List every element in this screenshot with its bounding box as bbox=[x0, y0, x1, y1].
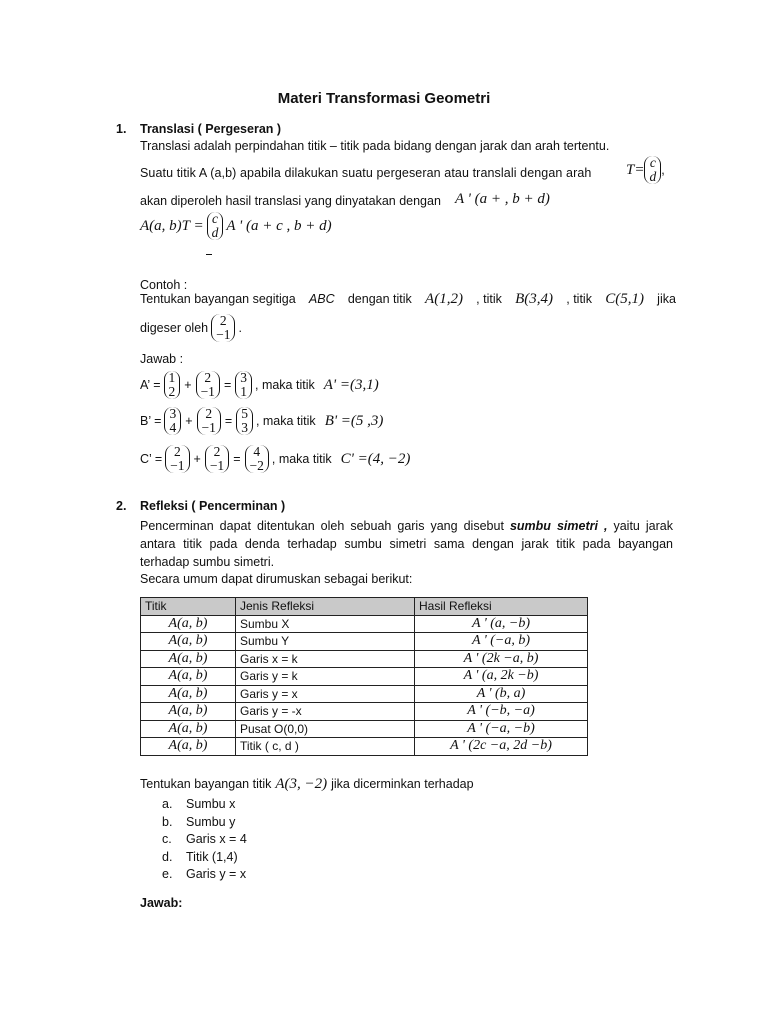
answer-result: B' =(5 ,3) bbox=[324, 412, 384, 429]
shift-vector bbox=[205, 445, 229, 473]
point-vector bbox=[164, 407, 181, 435]
document-title: Materi Transformasi Geometri bbox=[277, 90, 491, 107]
answer-row-label: A’ = bbox=[140, 378, 161, 392]
maka-text: , maka titik bbox=[271, 452, 332, 466]
option-text: Sumbu x bbox=[186, 797, 236, 811]
shift-vector-bottom: −1 bbox=[209, 458, 225, 473]
table-cell-type: Garis y = -x bbox=[236, 703, 415, 721]
table-cell-type: Pusat O(0,0) bbox=[236, 720, 415, 738]
reflection-question bbox=[140, 776, 474, 793]
translation-comma: , bbox=[661, 163, 665, 177]
list-item bbox=[162, 815, 247, 833]
shift-vector bbox=[196, 371, 220, 399]
option-text: Sumbu y bbox=[186, 814, 236, 829]
table-cell-result: A ' (−b, −a) bbox=[415, 703, 588, 721]
reflection-paragraph bbox=[140, 517, 673, 571]
table-row bbox=[141, 720, 588, 738]
option-text: Garis x = 4 bbox=[186, 832, 247, 846]
table-cell-result: A ' (−a, −b) bbox=[415, 720, 588, 738]
result-vector-top: 4 bbox=[253, 444, 261, 459]
table-cell-type: Garis x = k bbox=[236, 650, 415, 668]
result-vector-bottom: −2 bbox=[249, 458, 264, 473]
table-cell-point: A(a, b) bbox=[141, 633, 236, 651]
equals-sign: = bbox=[223, 378, 232, 392]
table-cell-result: A ' (2k −a, b) bbox=[415, 650, 588, 668]
shift-vector-top: 2 bbox=[213, 444, 221, 459]
table-cell-type: Garis y = k bbox=[236, 668, 415, 686]
table-row bbox=[141, 615, 588, 633]
shift-period: . bbox=[238, 321, 242, 335]
list-item bbox=[162, 850, 247, 868]
formula-underline-mark bbox=[206, 254, 212, 255]
option-key: e. bbox=[162, 867, 173, 881]
option-text: Titik (1,4) bbox=[186, 849, 238, 864]
example-text-b: dengan titik bbox=[347, 292, 412, 306]
list-item bbox=[162, 832, 247, 850]
result-vector-top: 3 bbox=[240, 370, 247, 385]
table-cell-point: A(a, b) bbox=[141, 668, 236, 686]
list-item bbox=[162, 867, 247, 885]
table-cell-result: A ' (−a, b) bbox=[415, 633, 588, 651]
option-key: c. bbox=[162, 832, 172, 846]
answer-label-1: Jawab : bbox=[140, 352, 184, 366]
table-cell-result: A ' (2c −a, 2d −b) bbox=[415, 738, 588, 756]
section-1-number: 1. bbox=[116, 122, 127, 136]
result-vector-bottom: 3 bbox=[241, 420, 248, 435]
point-c: C(5,1) bbox=[605, 291, 644, 307]
table-cell-point: A(a, b) bbox=[141, 685, 236, 703]
table-cell-type: Sumbu Y bbox=[236, 633, 415, 651]
answer-row-label: C’ = bbox=[140, 452, 163, 466]
answer-row bbox=[140, 368, 410, 402]
example-abc: ABC bbox=[308, 292, 335, 306]
table-header-row bbox=[141, 598, 588, 616]
translation-result-text: akan diperoleh hasil translasi yang dinyatakan dengan bbox=[140, 194, 441, 208]
reflection-intro: Secara umum dapat dirumuskan sebagai berikut: bbox=[140, 572, 413, 586]
result-vector bbox=[245, 445, 269, 473]
shift-text: digeser oleh bbox=[140, 321, 209, 335]
shift-vector-top: 2 bbox=[204, 370, 212, 385]
example-sep-1: , titik bbox=[476, 292, 502, 306]
answer-row bbox=[140, 402, 410, 440]
point-vector-bottom: 4 bbox=[169, 420, 177, 435]
answer-result: C' =(4, −2) bbox=[340, 450, 411, 467]
shift-vector bbox=[211, 314, 235, 342]
equals-sign: = bbox=[233, 452, 241, 466]
translation-vector bbox=[644, 156, 661, 184]
option-key: b. bbox=[162, 814, 173, 829]
translation-T-label: T= bbox=[626, 161, 645, 178]
result-vector bbox=[235, 371, 252, 399]
table-cell-type: Titik ( c, d ) bbox=[236, 738, 415, 756]
point-vector-top: 2 bbox=[173, 444, 181, 459]
table-cell-result: A ' (a, 2k −b) bbox=[415, 668, 588, 686]
question-text-b: jika dicerminkan terhadap bbox=[331, 777, 474, 791]
table-header-jenis: Jenis Refleksi bbox=[236, 598, 415, 616]
shift-vector-bottom: −1 bbox=[200, 384, 215, 399]
shift-vector-top: 2 bbox=[205, 406, 213, 421]
question-text-a: Tentukan bayangan titik bbox=[140, 777, 272, 791]
formula-vector-c: c bbox=[211, 211, 218, 226]
section-1-heading: Translasi ( Pergeseran ) bbox=[140, 122, 282, 136]
table-row bbox=[141, 633, 588, 651]
vector-d: d bbox=[649, 169, 657, 184]
point-vector bbox=[164, 371, 181, 399]
table-header-hasil: Hasil Refleksi bbox=[415, 598, 588, 616]
example-label: Contoh : bbox=[140, 278, 188, 292]
table-cell-point: A(a, b) bbox=[141, 650, 236, 668]
point-b: B(3,4) bbox=[515, 291, 554, 307]
translation-formula bbox=[140, 212, 332, 240]
translation-vector-T bbox=[626, 156, 665, 184]
result-vector-bottom: 1 bbox=[240, 384, 247, 399]
equals-sign: = bbox=[224, 414, 233, 428]
table-cell-type: Garis y = x bbox=[236, 685, 415, 703]
point-vector-top: 1 bbox=[168, 370, 176, 385]
option-key: a. bbox=[162, 797, 173, 811]
plus-sign: + bbox=[184, 378, 192, 392]
question-options bbox=[162, 797, 247, 885]
translation-intro: Suatu titik A (a,b) apabila dilakukan suatu pergeseran atau translali dengan arah bbox=[140, 166, 592, 180]
table-cell-point: A(a, b) bbox=[141, 703, 236, 721]
point-a: A(1,2) bbox=[425, 291, 463, 307]
shift-statement bbox=[140, 314, 242, 342]
formula-vector bbox=[207, 212, 224, 240]
maka-text: , maka titik bbox=[255, 414, 316, 428]
table-cell-point: A(a, b) bbox=[141, 720, 236, 738]
vector-c: c bbox=[649, 155, 656, 170]
reflection-table bbox=[140, 597, 588, 756]
plus-sign: + bbox=[193, 452, 201, 466]
formula-right: A ' (a + c , b + d) bbox=[226, 217, 332, 234]
answer-row bbox=[140, 440, 410, 478]
point-vector-top: 3 bbox=[169, 406, 177, 421]
section-2-heading: Refleksi ( Pencerminan ) bbox=[140, 499, 286, 513]
point-vector-bottom: −1 bbox=[170, 458, 185, 473]
question-point: A(3, −2) bbox=[275, 776, 328, 792]
answer-label-2: Jawab: bbox=[140, 896, 183, 910]
answer-result: A' =(3,1) bbox=[323, 376, 379, 393]
table-cell-point: A(a, b) bbox=[141, 615, 236, 633]
table-cell-type: Sumbu X bbox=[236, 615, 415, 633]
list-item bbox=[162, 797, 247, 815]
shift-bottom: −1 bbox=[216, 327, 231, 342]
option-key: d. bbox=[162, 849, 173, 864]
reflection-para-a: Pencerminan dapat ditentukan oleh sebuah garis yang disebut bbox=[140, 519, 504, 533]
table-row bbox=[141, 738, 588, 756]
table-row bbox=[141, 650, 588, 668]
plus-sign: + bbox=[185, 414, 193, 428]
table-cell-result: A ' (a, −b) bbox=[415, 615, 588, 633]
example-problem bbox=[140, 291, 676, 308]
reflection-para-emphasis: sumbu simetri , bbox=[509, 519, 608, 533]
result-vector-top: 5 bbox=[241, 406, 248, 421]
translation-result-math: A ' (a + , b + d) bbox=[455, 191, 550, 207]
table-header-titik: Titik bbox=[141, 598, 236, 616]
table-cell-point: A(a, b) bbox=[141, 738, 236, 756]
point-vector-bottom: 2 bbox=[168, 384, 176, 399]
table-row bbox=[141, 703, 588, 721]
example-jika: jika bbox=[657, 292, 676, 306]
result-vector bbox=[236, 407, 253, 435]
option-text: Garis y = x bbox=[186, 867, 247, 881]
translation-definition: Translasi adalah perpindahan titik – titik pada bidang dengan jarak dan arah tertentu. bbox=[140, 139, 610, 153]
table-cell-result: A ' (b, a) bbox=[415, 685, 588, 703]
point-vector bbox=[165, 445, 189, 473]
example-text-a: Tentukan bayangan segitiga bbox=[140, 292, 296, 306]
answer-rows bbox=[140, 368, 410, 478]
shift-vector bbox=[197, 407, 221, 435]
answer-row-label: B’ = bbox=[140, 414, 162, 428]
maka-text: , maka titik bbox=[255, 378, 315, 392]
table-row bbox=[141, 668, 588, 686]
reflection-para-b: yaitu jarak antara titik pada denda terhadap sumbu simetri sama dengan jarak titik pada bayangan terhadap sumbu simetri. bbox=[140, 519, 673, 569]
example-sep-2: , titik bbox=[566, 292, 592, 306]
table-row bbox=[141, 685, 588, 703]
shift-vector-bottom: −1 bbox=[201, 420, 216, 435]
section-2-number: 2. bbox=[116, 499, 127, 513]
formula-left: A(a, b)T = bbox=[140, 217, 204, 234]
shift-top: 2 bbox=[219, 313, 227, 328]
formula-vector-d: d bbox=[211, 225, 219, 240]
